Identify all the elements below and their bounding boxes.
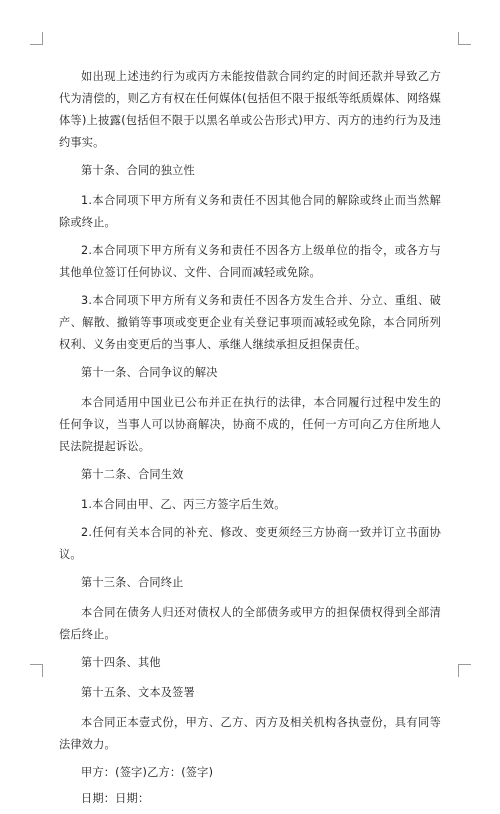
paragraph-article-13: 本合同在债务人归还对债权人的全部债务或甲方的担保债权得到全部清偿后终止。 (59, 606, 441, 641)
heading-article-12: 第十二条、合同生效 (81, 468, 184, 481)
paragraph-article-12-item-1: 1.本合同由甲、乙、丙三方签字后生效。 (81, 498, 286, 511)
document-body (59, 66, 441, 814)
crop-mark-bottom-right (458, 664, 471, 677)
paragraph-breach-disclosure: 如出现上述违约行为或丙方未能按借款合同约定的时间还款并导致乙方代为清偿的，则乙方有权在任何媒体(包括但不限于报纸等纸质媒体、网络媒体等)上披露(包括但不限于以黑名单或公告形式)甲方、丙方的违约行为及违约事实。 (59, 70, 441, 149)
signature-line: 甲方：(签字)乙方：(签字) (81, 766, 214, 779)
paragraph-article-15: 本合同正本壹式份，甲方、乙方、丙方及相关机构各执壹份，具有同等法律效力。 (59, 716, 441, 751)
heading-article-14: 第十四条、其他 (81, 656, 161, 669)
heading-article-13: 第十三条、合同终止 (81, 576, 184, 589)
crop-mark-top-left (30, 32, 43, 45)
date-line: 日期：日期： (81, 792, 150, 805)
paragraph-article-12-item-2: 2.任何有关本合同的补充、修改、变更须经三方协商一致并订立书面协议。 (59, 526, 441, 561)
paragraph-article-10-item-2: 2.本合同项下甲方所有义务和责任不因各方上级单位的指令，或各方与其他单位签订任何协议、文件、合同而减轻或免除。 (59, 244, 441, 279)
heading-article-11: 第十一条、合同争议的解决 (81, 366, 218, 379)
paragraph-article-11: 本合同适用中国业已公布并正在执行的法律，本合同履行过程中发生的任何争议，当事人可以协商解决，协商不成的，任何一方可向乙方住所地人民法院提起诉讼。 (59, 396, 441, 453)
crop-mark-bottom-left (30, 664, 43, 677)
paragraph-article-10-item-1: 1.本合同项下甲方所有义务和责任不因其他合同的解除或终止而当然解除或终止。 (59, 194, 441, 229)
heading-article-15: 第十五条、文本及签署 (81, 686, 195, 699)
paragraph-article-10-item-3: 3.本合同项下甲方所有义务和责任不因各方发生合并、分立、重组、破产、解散、撤销等事项或变更企业有关登记事项而减轻或免除，本合同所列权利、义务由变更后的当事人、承继人继续承担反担保责任。 (59, 294, 441, 351)
heading-article-10: 第十条、合同的独立性 (81, 164, 195, 177)
crop-mark-top-right (458, 32, 471, 45)
